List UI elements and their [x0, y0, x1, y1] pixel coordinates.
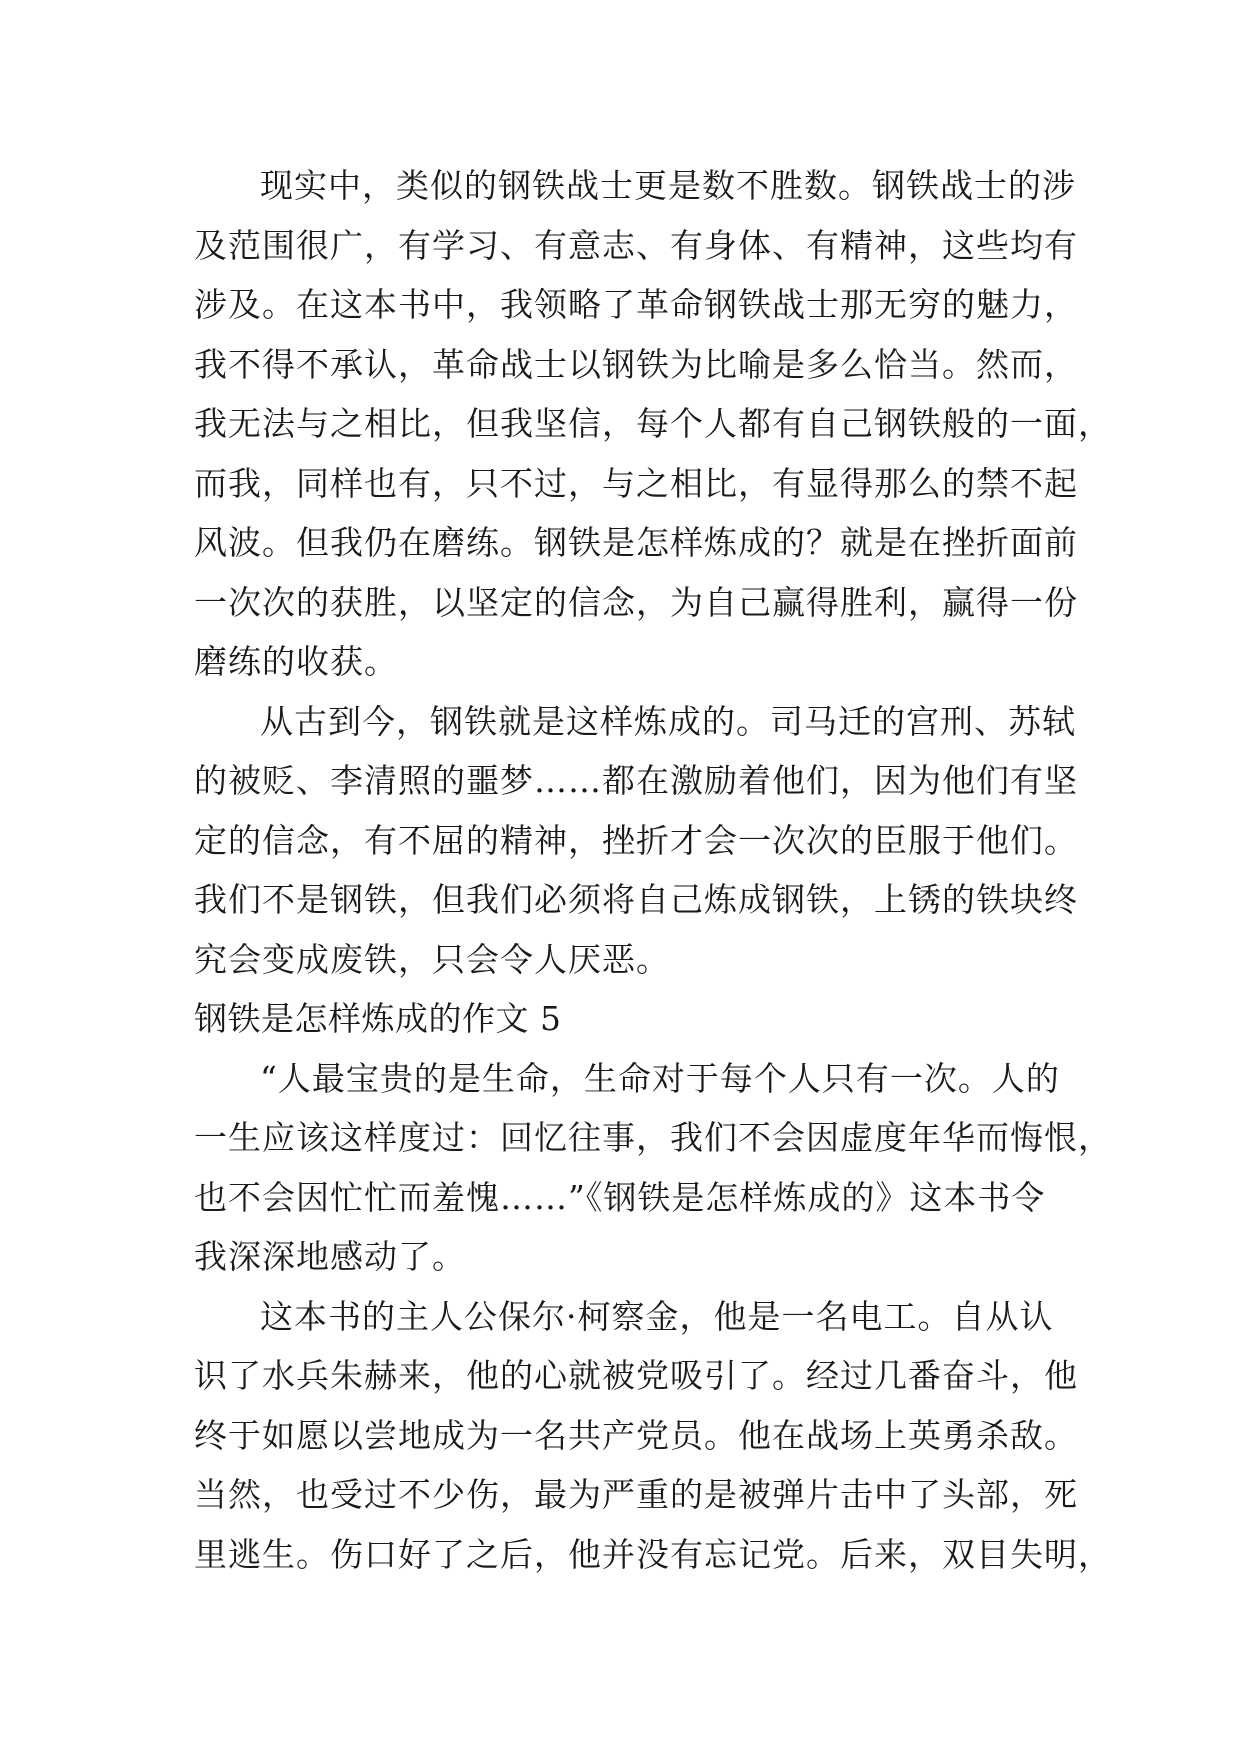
paragraph-line: 究会变成废铁，只会令人厌恶。: [194, 939, 670, 979]
paragraph-line: 这本书的主人公保尔·柯察金，他是一名电工。自从认: [260, 1296, 1054, 1336]
paragraph-line: 涉及。在这本书中，我领略了革命钢铁战士那无穷的魅力，: [194, 285, 1078, 324]
paragraph-line: 风波。但我仍在磨练。钢铁是怎样炼成的？就是在挫折面前: [194, 523, 1078, 562]
paragraph-line: 我不得不承认，革命战士以钢铁为比喻是多么恰当。然而，: [194, 344, 1078, 384]
paragraph-line: 的被贬、李清照的噩梦……都在激励着他们，因为他们有坚: [194, 761, 1078, 800]
paragraph-line: 及范围很广，有学习、有意志、有身体、有精神，这些均有: [194, 225, 1078, 265]
section-heading: 钢铁是怎样炼成的作文 5: [194, 999, 562, 1038]
paragraph-line: 里逃生。伤口好了之后，他并没有忘记党。后来，双目失明，: [194, 1534, 1112, 1574]
paragraph-line: 我们不是钢铁，但我们必须将自己炼成钢铁，上锈的铁块终: [194, 880, 1078, 919]
paragraph-line: 现实中，类似的钢铁战士更是数不胜数。钢铁战士的涉: [260, 166, 1076, 205]
paragraph-line: 磨练的收获。: [194, 642, 398, 681]
paragraph-line: 从古到今，钢铁就是这样炼成的。司马迁的宫刑、苏轼: [260, 701, 1076, 741]
paragraph-line: 定的信念，有不屈的精神，挫折才会一次次的臣服于他们。: [194, 820, 1078, 860]
paragraph-line: 而我，同样也有，只不过，与之相比，有显得那么的禁不起: [194, 463, 1078, 503]
paragraph-line: 终于如愿以尝地成为一名共产党员。他在战场上英勇杀敌。: [194, 1415, 1078, 1455]
document-body: [194, 156, 1112, 1584]
paragraph-line: 一生应该这样度过：回忆往事，我们不会因虚度年华而悔恨，: [194, 1118, 1112, 1157]
paragraph-line: 当然，也受过不少伤，最为严重的是被弹片击中了头部，死: [194, 1475, 1078, 1514]
paragraph-line: 也不会因忙忙而羞愧……”《钢铁是怎样炼成的》这本书令: [194, 1177, 1046, 1217]
paragraph-line: 我无法与之相比，但我坚信，每个人都有自己钢铁般的一面，: [194, 404, 1112, 443]
paragraph-line: 识了水兵朱赫来，他的心就被党吸引了。经过几番奋斗，他: [194, 1356, 1078, 1395]
paragraph-line: 我深深地感动了。: [194, 1237, 466, 1276]
paragraph-line: 一次次的获胜，以坚定的信念，为自己赢得胜利，赢得一份: [194, 582, 1078, 622]
paragraph-line: “人最宝贵的是生命，生命对于每个人只有一次。人的: [260, 1058, 1060, 1098]
